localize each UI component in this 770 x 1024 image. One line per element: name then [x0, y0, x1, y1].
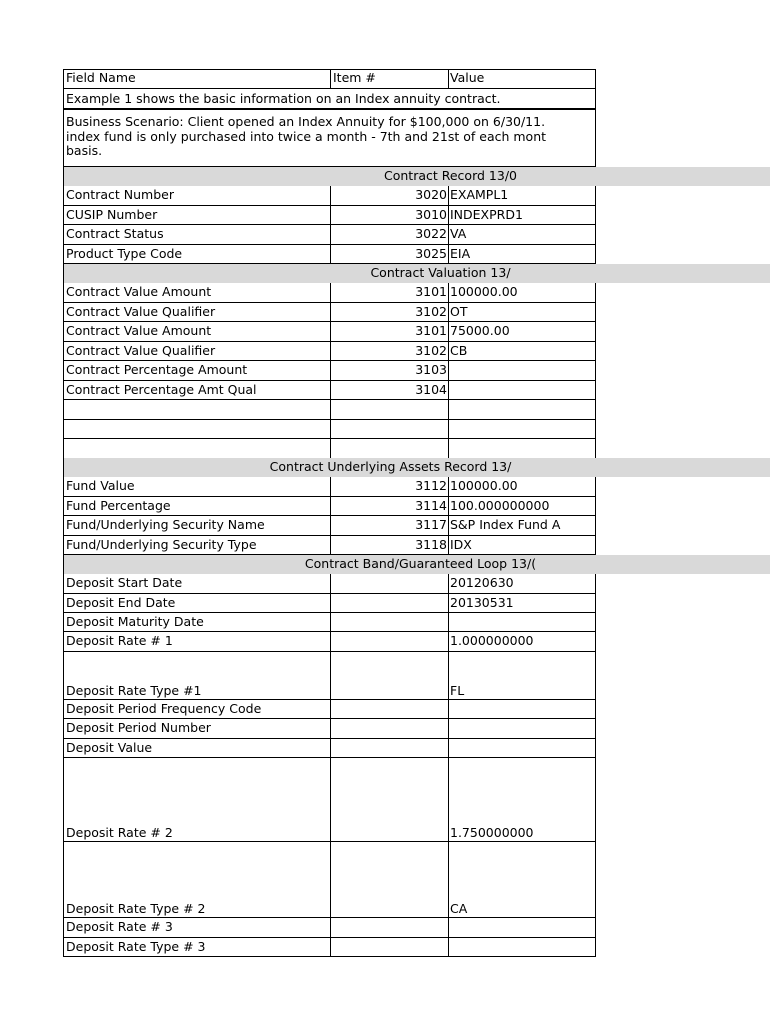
value-text: FL [450, 682, 465, 698]
table-row [63, 700, 596, 720]
value-cell[interactable] [448, 719, 596, 739]
header-row [63, 69, 596, 89]
value-cell[interactable] [448, 381, 596, 401]
value-text: CB [450, 342, 468, 358]
table-row [63, 613, 596, 632]
field-name-text: Deposit Start Date [66, 575, 183, 590]
section-banner-band-guaranteed [63, 555, 770, 574]
item-number-text: 3103 [415, 362, 447, 377]
value-cell[interactable] [448, 938, 596, 958]
item-number-cell[interactable] [330, 613, 448, 632]
item-number-cell[interactable] [330, 938, 448, 958]
value-cell[interactable] [448, 842, 596, 918]
field-name-text: Deposit Rate Type # 3 [66, 938, 206, 954]
item-number-cell[interactable] [330, 497, 448, 517]
item-number-text: 3117 [415, 517, 447, 532]
value-cell[interactable] [448, 283, 596, 303]
field-name-text: Fund Percentage [66, 497, 171, 513]
value-cell[interactable] [448, 739, 596, 759]
value-cell[interactable] [448, 439, 596, 459]
value-text: 1.000000000 [450, 633, 534, 648]
value-cell[interactable] [448, 516, 596, 536]
table-row [63, 719, 596, 739]
field-name-text: Deposit End Date [66, 594, 176, 610]
example-text[interactable]: Example 1 shows the basic information on an Index annuity contract. [63, 89, 596, 109]
table-row [63, 439, 596, 459]
table-row [63, 938, 596, 958]
table-row [63, 206, 596, 226]
section-title[interactable]: Contract Record 13/0 [384, 168, 517, 183]
field-name-cell[interactable] [63, 225, 330, 245]
field-name-cell[interactable] [63, 739, 330, 759]
value-text: EXAMPL1 [450, 187, 509, 202]
value-text: 100000.00 [450, 478, 518, 493]
item-number-cell[interactable] [330, 283, 448, 303]
scenario-line: Business Scenario: Client opened an Index Annuity for $100,000 on 6/30/11. [66, 114, 546, 129]
field-name-text: Deposit Rate # 2 [66, 825, 173, 840]
field-name-text: Deposit Period Number [66, 720, 211, 735]
table-row [63, 758, 596, 842]
section-banner-underlying-assets [63, 458, 770, 477]
item-number-cell[interactable] [330, 719, 448, 739]
field-name-cell[interactable] [63, 245, 330, 265]
value-cell[interactable] [448, 400, 596, 420]
item-number-text: 3104 [415, 381, 447, 397]
section-title[interactable]: Contract Underlying Assets Record 13/ [269, 459, 512, 474]
field-name-cell[interactable] [63, 938, 330, 958]
field-name-cell[interactable] [63, 594, 330, 614]
field-name-text: Deposit Rate Type # 2 [66, 901, 206, 916]
section-title[interactable]: Contract Band/Guaranteed Loop 13/( [304, 556, 537, 571]
field-name-cell[interactable] [63, 381, 330, 401]
item-number-cell[interactable] [330, 758, 448, 842]
table-row [63, 361, 596, 381]
field-name-text: Fund/Underlying Security Name [66, 517, 265, 532]
item-number-text: 3101 [415, 284, 447, 299]
field-name-cell[interactable] [63, 322, 330, 342]
table-row [63, 594, 596, 614]
field-name-text: Deposit Period Frequency Code [66, 700, 262, 716]
value-cell[interactable] [448, 186, 596, 206]
item-number-cell[interactable] [330, 303, 448, 323]
value-text: VA [450, 226, 467, 241]
value-text: 100.000000000 [450, 497, 550, 513]
item-number-text: 3118 [415, 536, 447, 552]
field-name-text: Product Type Code [66, 245, 183, 261]
value-cell[interactable] [448, 420, 596, 440]
value-text: EIA [450, 245, 471, 261]
value-text: INDEXPRD1 [450, 206, 523, 222]
field-name-cell[interactable] [63, 536, 330, 556]
item-number-cell[interactable] [330, 574, 448, 594]
item-number-cell[interactable] [330, 842, 448, 918]
field-name-text: Deposit Maturity Date [66, 614, 204, 629]
item-number-cell[interactable] [330, 322, 448, 342]
field-name-cell[interactable] [63, 842, 330, 918]
field-name-text: Deposit Rate # 3 [66, 919, 173, 934]
item-number-cell[interactable] [330, 381, 448, 401]
item-number-cell[interactable] [330, 652, 448, 700]
scenario-line: index fund is only purchased into twice a month - 7th and 21st of each mont [66, 128, 547, 144]
value-cell[interactable] [448, 361, 596, 381]
field-name-text: Deposit Rate Type #1 [66, 682, 202, 698]
value-text: IDX [450, 536, 472, 552]
field-name-cell[interactable] [63, 420, 330, 440]
item-number-cell[interactable] [330, 225, 448, 245]
value-cell[interactable] [448, 632, 596, 652]
table-row [63, 536, 596, 556]
value-cell[interactable] [448, 206, 596, 226]
scenario-line: basis. [66, 143, 103, 158]
value-text: 20130531 [450, 594, 514, 610]
field-name-cell[interactable] [63, 574, 330, 594]
field-name-cell[interactable] [63, 400, 330, 420]
item-number-cell[interactable] [330, 400, 448, 420]
value-text: 75000.00 [450, 323, 510, 338]
field-name-text: Contract Value Amount [66, 323, 212, 338]
item-number-text: 3101 [415, 323, 447, 338]
table-row [63, 420, 596, 440]
item-number-text: 3112 [415, 478, 447, 493]
field-name-cell[interactable] [63, 700, 330, 720]
field-name-cell[interactable] [63, 497, 330, 517]
item-number-text: 3102 [415, 303, 447, 319]
header-item-number[interactable]: Item # [330, 70, 448, 89]
item-number-text: 3010 [415, 206, 447, 222]
item-number-cell[interactable] [330, 739, 448, 759]
item-number-cell[interactable] [330, 206, 448, 226]
item-number-text: 3102 [415, 342, 447, 358]
table-row [63, 342, 596, 362]
item-number-text: 3114 [415, 497, 447, 513]
table-row [63, 477, 596, 497]
table-row [63, 739, 596, 759]
item-number-text: 3022 [415, 226, 447, 241]
item-number-text: 3025 [415, 245, 447, 261]
section-banner-contract-valuation [63, 264, 770, 283]
section-banner-contract-record [63, 167, 770, 186]
value-cell[interactable] [448, 245, 596, 265]
field-name-cell[interactable] [63, 361, 330, 381]
table-row [63, 381, 596, 401]
field-name-cell[interactable] [63, 206, 330, 226]
value-text: S&P Index Fund A [450, 517, 561, 532]
value-text: 100000.00 [450, 284, 518, 299]
table-row [63, 632, 596, 652]
field-name-text: CUSIP Number [66, 206, 158, 222]
field-name-text: Deposit Value [66, 739, 153, 755]
field-name-cell[interactable] [63, 303, 330, 323]
field-name-cell[interactable] [63, 516, 330, 536]
field-name-text: Contract Value Amount [66, 284, 212, 299]
table-row [63, 842, 596, 918]
value-cell[interactable] [448, 477, 596, 497]
field-name-cell[interactable] [63, 652, 330, 700]
value-text: 20120630 [450, 575, 514, 590]
item-number-text: 3020 [415, 187, 447, 202]
field-name-text: Contract Value Qualifier [66, 303, 216, 319]
item-number-cell[interactable] [330, 420, 448, 440]
field-name-cell[interactable] [63, 613, 330, 632]
item-number-cell[interactable] [330, 477, 448, 497]
field-name-cell[interactable] [63, 918, 330, 938]
field-name-cell[interactable] [63, 439, 330, 459]
value-cell[interactable] [448, 342, 596, 362]
table-row [63, 303, 596, 323]
table-row [63, 225, 596, 245]
item-number-cell[interactable] [330, 918, 448, 938]
item-number-cell[interactable] [330, 700, 448, 720]
field-name-text: Fund Value [66, 478, 135, 493]
table-row [63, 186, 596, 206]
field-name-text: Contract Status [66, 226, 164, 241]
item-number-cell[interactable] [330, 186, 448, 206]
field-name-cell[interactable] [63, 758, 330, 842]
value-text: 1.750000000 [450, 825, 534, 840]
item-number-cell[interactable] [330, 594, 448, 614]
item-number-cell[interactable] [330, 361, 448, 381]
field-name-text: Fund/Underlying Security Type [66, 536, 257, 552]
value-cell[interactable] [448, 225, 596, 245]
section-title[interactable]: Contract Valuation 13/ [370, 265, 511, 280]
table-row [63, 918, 596, 938]
item-number-cell[interactable] [330, 632, 448, 652]
value-cell[interactable] [448, 594, 596, 614]
field-name-text: Contract Percentage Amt Qual [66, 381, 257, 397]
value-cell[interactable] [448, 303, 596, 323]
table-row [63, 516, 596, 536]
table-row [63, 497, 596, 517]
business-scenario[interactable] [63, 109, 596, 167]
field-name-cell[interactable] [63, 719, 330, 739]
field-name-text: Contract Value Qualifier [66, 342, 216, 358]
value-cell[interactable] [448, 700, 596, 720]
field-name-cell[interactable] [63, 632, 330, 652]
item-number-cell[interactable] [330, 342, 448, 362]
value-cell[interactable] [448, 322, 596, 342]
field-name-text: Contract Percentage Amount [66, 362, 248, 377]
item-number-cell[interactable] [330, 536, 448, 556]
table-row [63, 283, 596, 303]
field-name-text: Contract Number [66, 187, 174, 202]
field-name-cell[interactable] [63, 186, 330, 206]
item-number-cell[interactable] [330, 516, 448, 536]
header-value[interactable]: Value [448, 70, 596, 89]
value-cell[interactable] [448, 574, 596, 594]
value-cell[interactable] [448, 918, 596, 938]
value-cell[interactable] [448, 613, 596, 632]
field-name-text: Deposit Rate # 1 [66, 633, 173, 648]
value-cell[interactable] [448, 497, 596, 517]
field-name-cell[interactable] [63, 342, 330, 362]
item-number-cell[interactable] [330, 245, 448, 265]
field-name-cell[interactable] [63, 477, 330, 497]
field-name-cell[interactable] [63, 283, 330, 303]
value-text: OT [450, 303, 468, 319]
header-field-name[interactable]: Field Name [63, 70, 330, 89]
value-cell[interactable] [448, 758, 596, 842]
value-cell[interactable] [448, 536, 596, 556]
table-row [63, 245, 596, 265]
item-number-cell[interactable] [330, 439, 448, 459]
value-text: CA [450, 901, 468, 916]
table-row [63, 322, 596, 342]
table-row [63, 652, 596, 700]
table-row [63, 400, 596, 420]
value-cell[interactable] [448, 652, 596, 700]
table-row [63, 574, 596, 594]
